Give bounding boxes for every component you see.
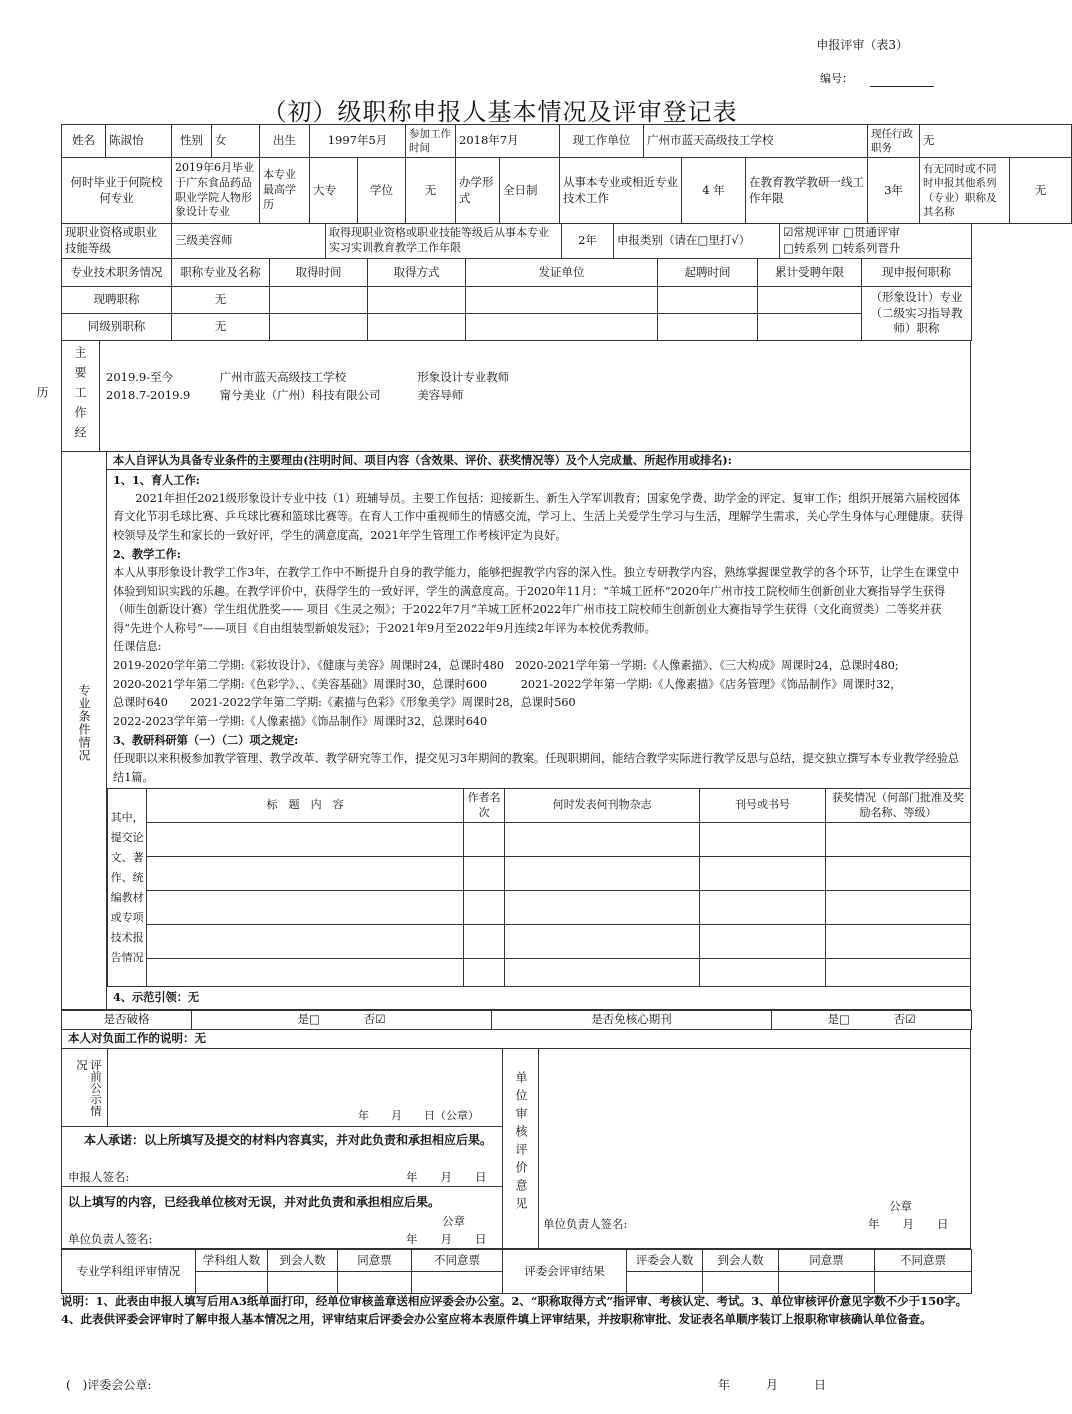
- name-value[interactable]: 陈淑怡: [106, 125, 172, 158]
- unit-value[interactable]: 广州市蓝天高级技工学校: [644, 125, 868, 158]
- same-level-label: 同级别职称: [62, 314, 172, 341]
- committee-seal-label: ( )评委会公章:: [66, 1378, 152, 1392]
- section3-text: 任现职以来积极参加教学管理、教学改革、教学研究等工作，提交见习3年期间的教案。任现职期间，能结合教学实际进行教学反思与总结，提交独立撰写本专业教学经验总结1篇。: [113, 751, 960, 784]
- verify-seal: 公章: [442, 1214, 465, 1228]
- birth-value[interactable]: 1997年5月: [310, 125, 406, 158]
- practice-years[interactable]: 2年: [562, 224, 614, 259]
- group-label: 专业学科组评审情况: [62, 1250, 196, 1294]
- category-transfer[interactable]: □转系列: [783, 241, 829, 255]
- form-ref: 申报评审（表3）: [816, 38, 908, 52]
- practice-label: 取得现职业资格或职业技能等级后从事本专业实习实训教育教学工作年限: [326, 224, 562, 259]
- pogé-yes-checkbox[interactable]: 是□: [297, 1012, 320, 1027]
- serial-field[interactable]: [870, 86, 934, 87]
- grad-label: 何时毕业于何院校何专业: [62, 158, 172, 224]
- other-series-value[interactable]: 无: [1010, 158, 1072, 224]
- grad-value[interactable]: 2019年6月毕业于广东食品药品职业学院人物形象设计专业: [172, 158, 260, 224]
- group-h4: 不同意票: [412, 1250, 503, 1272]
- experience-row: 2019.9-至今 广州市蓝天高级技工学校 形象设计专业教师: [106, 370, 510, 384]
- work-start-value[interactable]: 2018年7月: [456, 125, 560, 158]
- exempt-yes-checkbox[interactable]: 是□: [827, 1012, 850, 1027]
- position-label: 现任行政职务: [868, 125, 920, 158]
- committee-h4: 不同意票: [875, 1250, 972, 1272]
- committee-h2: 到会人数: [703, 1250, 779, 1272]
- committee-h1: 评委会人数: [627, 1250, 703, 1272]
- applicant-sign-date: 年 月 日: [406, 1170, 487, 1184]
- same-level-value[interactable]: 无: [172, 314, 270, 341]
- basic-info-table: [61, 124, 1072, 224]
- unit-review-seal: 公章: [889, 1199, 912, 1213]
- pre-review-label: 评前公示情况: [75, 1059, 103, 1117]
- group-h3: 同意票: [338, 1250, 412, 1272]
- serial-label: 编号：: [820, 72, 853, 85]
- current-title-value[interactable]: 无: [172, 287, 270, 314]
- experience-row: 2018.7-2019.9 甯兮美业（广州）科技有限公司 美容导师: [106, 388, 464, 402]
- group-review-table: [61, 1249, 972, 1294]
- section2-sub: 任课信息:: [113, 640, 162, 654]
- flags-table: [61, 1010, 972, 1030]
- course-line: 2020-2021学年第二学期:《色彩学》、、《美容基础》周课时30，总课时600 2021-2022学年第一学期:《人像素描》《店务管理》《饰品制作》周课时32，: [113, 677, 902, 691]
- titles-h7: 现申报何职称: [862, 259, 972, 287]
- section1-title: 1、1、育人工作:: [113, 473, 200, 487]
- category-options[interactable]: [780, 224, 972, 259]
- committee-label: 评委会评审结果: [503, 1250, 627, 1294]
- group-h2: 到会人数: [268, 1250, 338, 1272]
- pub-h2: 作者名次: [463, 789, 504, 823]
- exempt-label: 是否免核心期刊: [492, 1011, 772, 1030]
- group-h1: 学科组人数: [196, 1250, 268, 1272]
- conditions-label: 专业条件情况: [77, 684, 91, 762]
- category-regular[interactable]: ☑常规评审: [783, 225, 840, 240]
- footer-date: 年 月 日: [718, 1378, 827, 1392]
- gender-value[interactable]: 女: [212, 125, 260, 158]
- pogé-label: 是否破格: [62, 1011, 192, 1030]
- unit-review-leader-sign[interactable]: 单位负责人签名:: [543, 1217, 628, 1231]
- unit-review-date: 年 月 日: [868, 1217, 949, 1231]
- teach-label: 在教育教学教研一线工作年限: [746, 158, 868, 224]
- category-through[interactable]: □贯通评审: [842, 225, 900, 240]
- titles-h4: 发证单位: [466, 259, 658, 287]
- work-experience: [35, 340, 971, 452]
- course-line: 2022-2023学年第一学期:《人像素描》《饰品制作》周课时32，总课时640: [113, 714, 488, 728]
- pub-h4: 刊号或书号: [699, 789, 825, 823]
- committee-h3: 同意票: [779, 1250, 875, 1272]
- section2-text: 本人从事形象设计教学工作3年，在教学工作中不断提升自身的教学能力，能够把握教学内容的深入性。独立专研教学内容，熟练掌握课堂教学的各个环节，让学生在课堂中体验到知识实践的乐趣。在教学评价中，获得学生的一致好评，学生的满意度高。于2020年11月：“羊城工匠杯”2020年广州市技工院校师生创新创业大赛指导学生获得（师生创新设计赛）学生组优胜奖—— 项目《生灵之殒》；于2022年7月“羊城工匠杯2022年广州市技工院校师生创新创业大赛指导学生获得（文化商贸类）二等奖并获得“先进个人称号”——项目《自由组装型新娘发冠》；于2021年9月至2022年9月连续2年评为本校优秀教师。: [113, 565, 960, 635]
- qualification-label: 现职业资格或职业技能等级: [62, 224, 172, 259]
- titles-h3: 取得方式: [368, 259, 466, 287]
- edu-value[interactable]: 大专: [310, 158, 358, 224]
- titles-h2: 取得时间: [270, 259, 368, 287]
- teach-value[interactable]: 3年: [868, 158, 920, 224]
- pub-h3: 何时发表何刊物杂志: [505, 789, 700, 823]
- section4-title: 4、示范引领：无: [113, 990, 200, 1004]
- edu-label: 本专业最高学历: [260, 158, 310, 224]
- degree-value[interactable]: 无: [406, 158, 456, 224]
- section2-title: 2、教学工作:: [113, 547, 181, 562]
- titles-h1: 职称专业及名称: [172, 259, 270, 287]
- qualification-table: [61, 223, 972, 259]
- review-section: [61, 1049, 971, 1249]
- current-title-label: 现聘职称: [62, 287, 172, 314]
- unit-review-label: 单位审核评价意见: [514, 1071, 528, 1215]
- pub-h1: 标 题 内 容: [147, 789, 464, 823]
- course-line: 2019-2020学年第二学期:《彩妆设计》、《健康与美容》周课时24，总课时480 2020-2021学年第一学期:《人像素描》、《三大构成》周课时24，总课时480;: [113, 658, 899, 672]
- exempt-no-checkbox[interactable]: 否☑: [893, 1012, 916, 1027]
- publications-table: [107, 788, 971, 987]
- publications-label: 其中，提交论文、著作、统编教材或专项技术报告情况: [108, 789, 147, 987]
- study-form-label: 办学形式: [456, 158, 500, 224]
- years-value[interactable]: 4 年: [682, 158, 746, 224]
- titles-h5: 起聘时间: [658, 259, 758, 287]
- section3-title: 3、教研科研第（一）（二）项之规定:: [113, 733, 299, 748]
- qualification-value[interactable]: 三级美容师: [172, 224, 326, 259]
- degree-label: 学位: [358, 158, 406, 224]
- promise-text: 本人承诺：以上所填写及提交的材料内容真实，并对此负责和承担相应后果。: [84, 1133, 493, 1147]
- pub-h5: 获奖情况（何部门批准及奖励名称、等级）: [826, 789, 971, 823]
- verify-text: 以上填写的内容，已经我单位核对无误，并对此负责和承担相应后果。: [68, 1195, 441, 1209]
- conditions-section: [61, 452, 971, 1010]
- verify-date: 年 月 日: [406, 1232, 487, 1246]
- negative-work-statement[interactable]: 本人对负面工作的说明：无: [61, 1029, 971, 1049]
- apply-title[interactable]: （形象设计）专业（二级实习指导教师）职称: [862, 287, 972, 341]
- experience-label: 主要工作经历: [62, 340, 100, 451]
- titles-h6: 累计受聘年限: [758, 259, 862, 287]
- category-label: 申报类别（请在□里打√）: [614, 224, 780, 259]
- unit-label: 现工作单位: [560, 125, 644, 158]
- name-label: 姓名: [62, 125, 106, 158]
- titles-table: [61, 258, 972, 341]
- birth-label: 出生: [260, 125, 310, 158]
- verify-leader-sign[interactable]: 单位负责人签名:: [68, 1232, 153, 1246]
- page-title: （初）级职称申报人基本情况及评审登记表: [262, 98, 738, 126]
- course-line: 总课时640 2021-2022学年第二学期:《素描与色彩》《形象美学》周课时28，总课时560: [113, 696, 576, 710]
- study-form-value[interactable]: 全日制: [500, 158, 560, 224]
- category-transfer-promote[interactable]: □转系列晋升: [832, 241, 901, 255]
- conditions-header: 本人自评认为具备专业条件的主要理由(注明时间、项目内容（含效果、评价、获奖情况等）及个人完成量、所起作用或排名):: [107, 452, 970, 470]
- pre-review-date: 年 月 日（公章）: [358, 1109, 479, 1122]
- titles-h0: 专业技术职务情况: [62, 259, 172, 287]
- section1-text: 2021年担任2021级形象设计专业中技（1）班辅导员。主要工作包括：迎接新生、新生入学军训教育；国家免学费、助学金的评定、复审工作；组织开展第六届校园体育文化节羽毛球比赛、乒乓球比赛和篮球比赛等。在育人工作中重视师生的情感交流，学习上、生活上关爱学生学习与生活，理解学生需求，关心学生身体与心理健康。获得校领导及学生和家长的一致好评，学生的满意度高，2021年学生管理工作考核评定为良好。: [113, 491, 964, 542]
- work-start-label: 参加工作时间: [406, 125, 456, 158]
- years-label: 从事本专业或相近专业技术工作: [560, 158, 682, 224]
- instructions-note: 说明：1、此表由申报人填写后用A3纸单面打印，经单位审核盖章送相应评委会办公室。2、“职称取得方式”指评审、考核认定、考试。3、单位审核评价意见字数不少于150字。4、此表供评委会评审时了解申报人基本情况之用，评审结束后评委会办公室应将本表原件填上评审结果，并按职称审批、发证表名单顺序装订上报职称审核确认单位备查。: [61, 1294, 968, 1326]
- pogé-no-checkbox[interactable]: 否☑: [363, 1012, 386, 1027]
- position-value[interactable]: 无: [920, 125, 1072, 158]
- applicant-sign-label[interactable]: 申报人签名:: [68, 1170, 130, 1184]
- other-series-label: 有无同时或不同时申报其他系列（专业）职称及其名称: [920, 158, 1010, 224]
- unit-review-field[interactable]: [541, 1049, 970, 1193]
- gender-label: 性别: [172, 125, 212, 158]
